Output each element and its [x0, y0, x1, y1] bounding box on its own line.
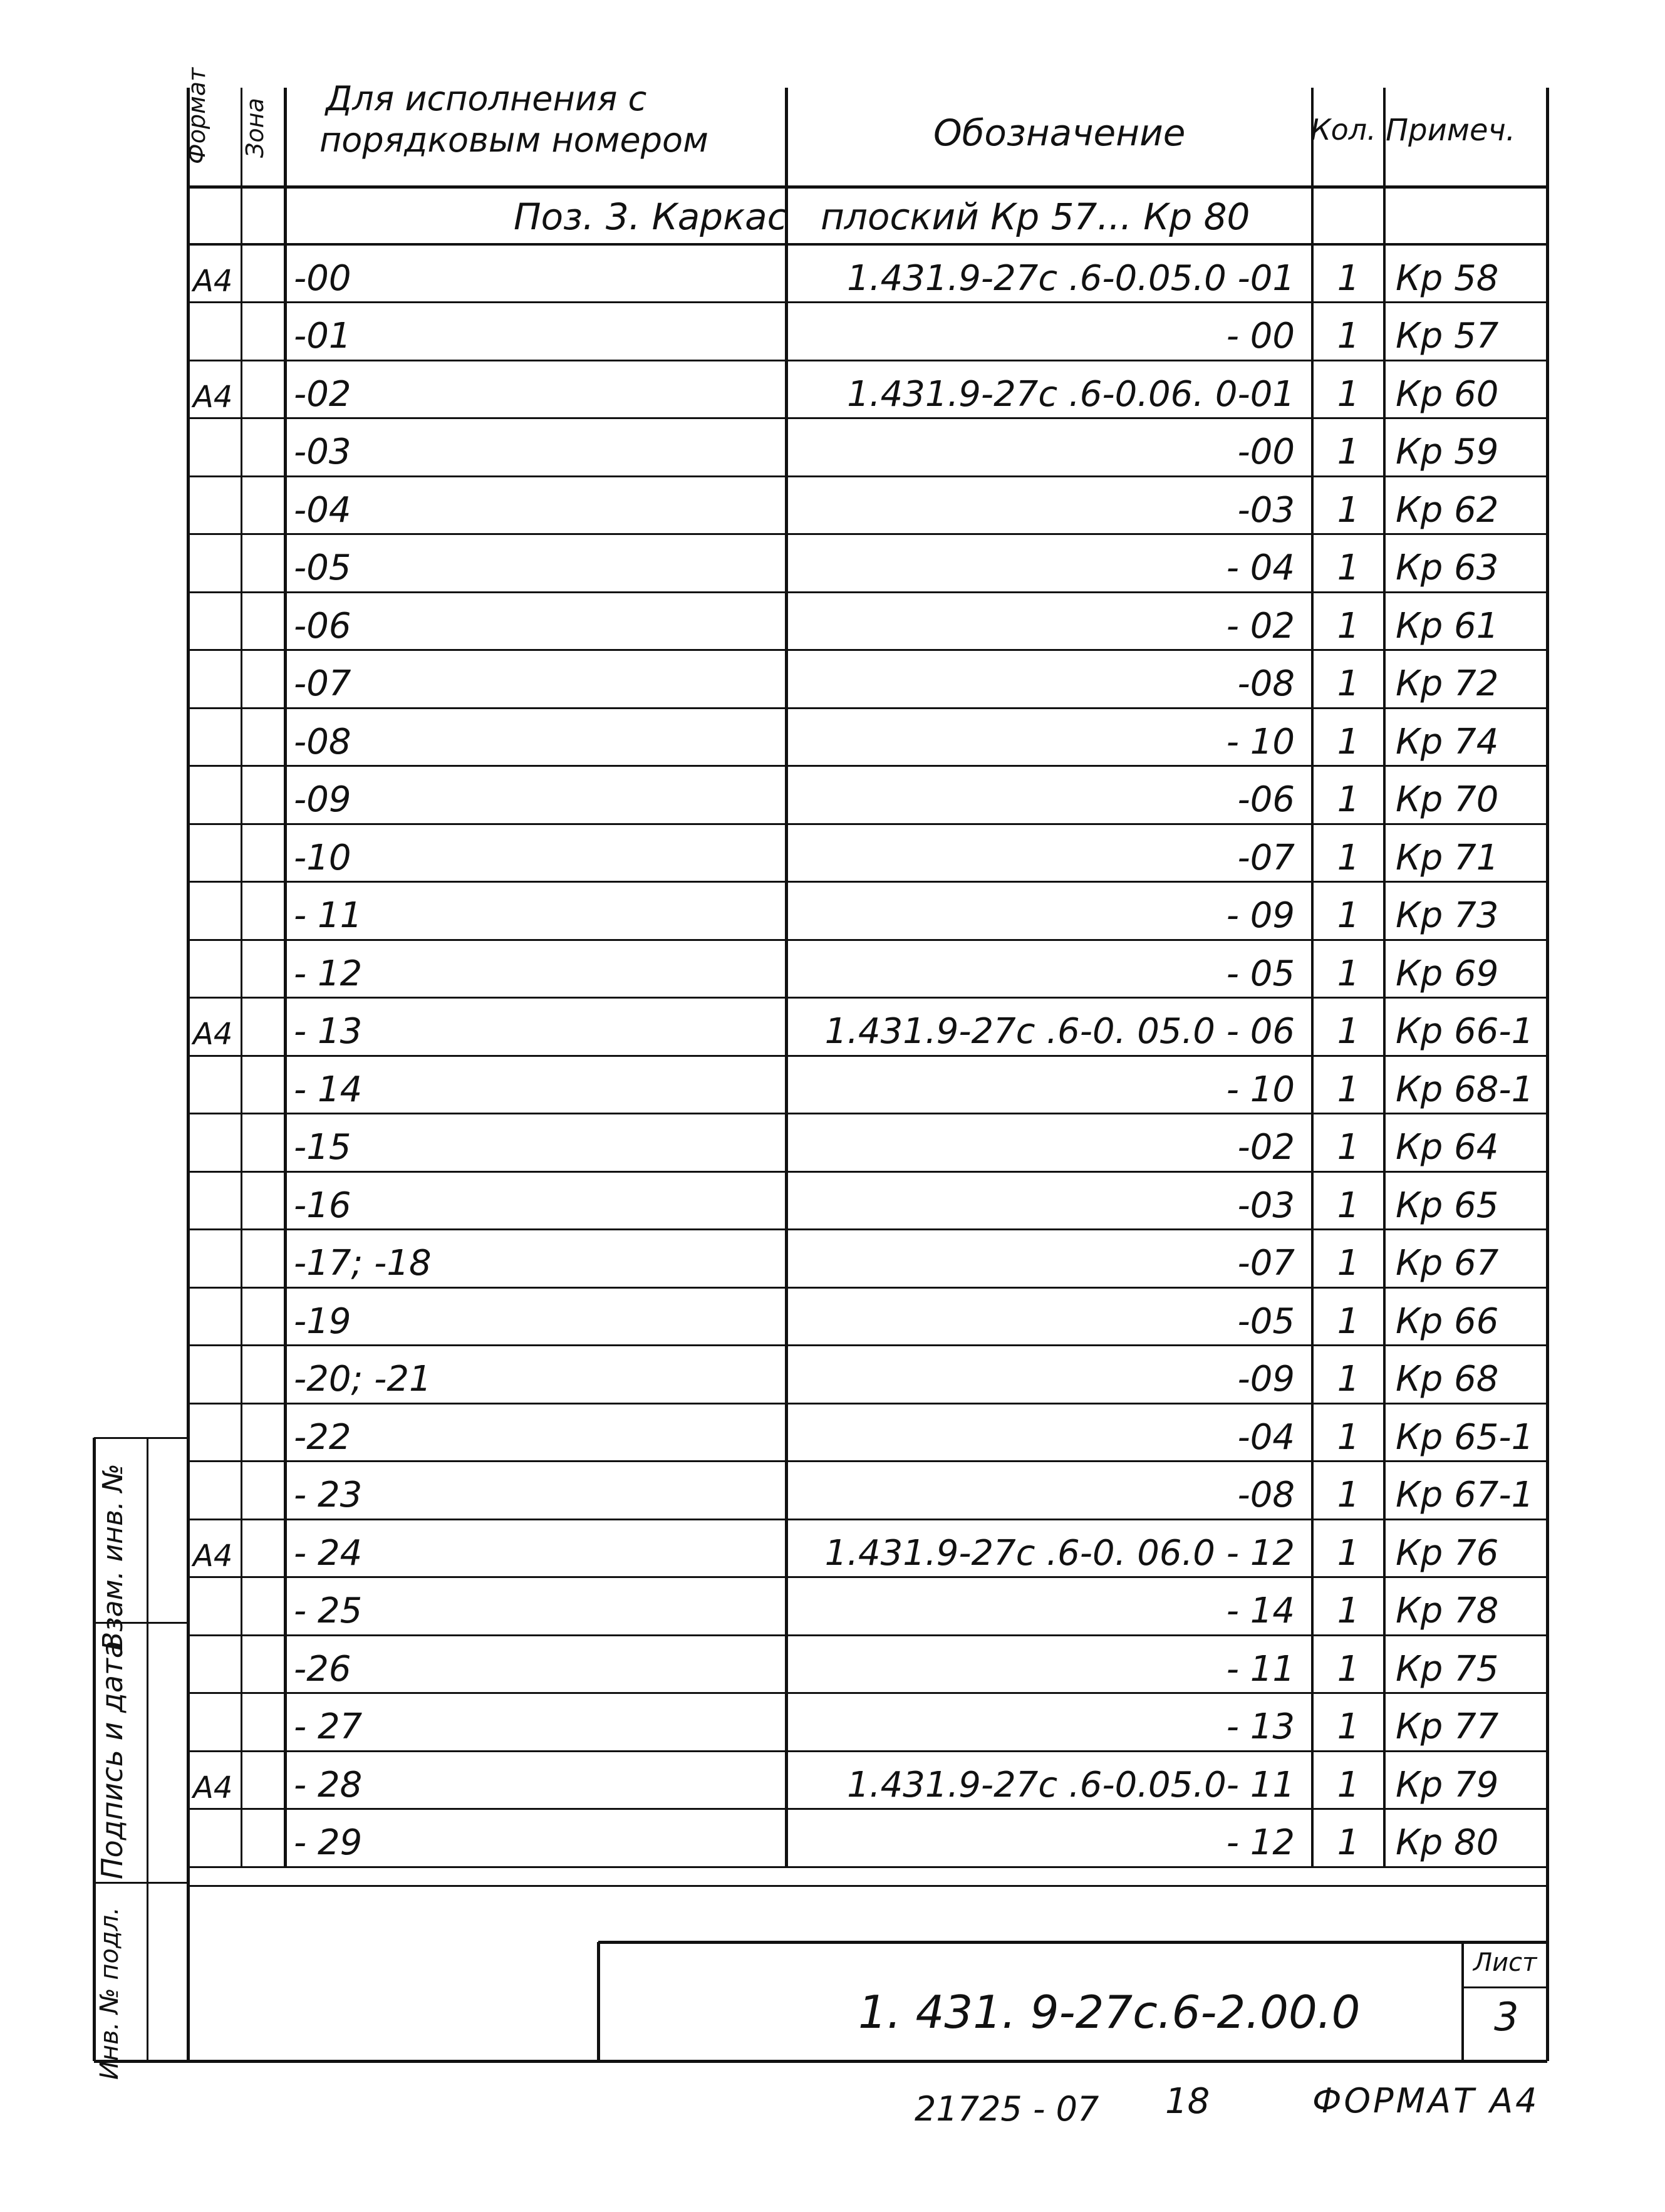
cell-note: Кр 76 — [1396, 1532, 1499, 1574]
cell-format — [188, 708, 241, 766]
cell-designation: - 00 — [1226, 316, 1295, 356]
cell-qty: 1 — [1337, 779, 1360, 820]
cell-qty: 1 — [1337, 1185, 1360, 1226]
cell-qty: 1 — [1337, 489, 1360, 531]
header-qty: Кол. — [1310, 113, 1376, 147]
cell-format — [188, 1635, 241, 1693]
cell-note: Кр 62 — [1396, 489, 1499, 531]
cell-qty: 1 — [1337, 1764, 1360, 1805]
cell-qty: 1 — [1337, 432, 1360, 472]
stamp-inv-no-orig: Инв. № подл. — [95, 1907, 124, 2080]
header-note: Примеч. — [1386, 113, 1516, 148]
cell-variant: -07 — [294, 663, 351, 704]
cell-note: Кр 79 — [1396, 1764, 1499, 1805]
cell-qty: 1 — [1337, 953, 1360, 994]
cell-designation: -06 — [1237, 779, 1295, 820]
cell-designation: -05 — [1237, 1301, 1295, 1342]
cell-variant: -00 — [294, 257, 351, 299]
cell-variant: - 13 — [294, 1011, 363, 1052]
cell-variant: -15 — [294, 1127, 351, 1168]
cell-format: А4 — [193, 263, 233, 299]
cell-qty: 1 — [1337, 1243, 1360, 1284]
cell-designation: -08 — [1237, 1475, 1295, 1515]
cell-qty: 1 — [1337, 1591, 1360, 1631]
cell-qty: 1 — [1337, 1011, 1360, 1052]
cell-qty: 1 — [1337, 837, 1360, 878]
cell-format — [188, 1056, 241, 1114]
cell-note: Кр 68 — [1396, 1359, 1499, 1399]
titleblock-sheet-divider — [1463, 1986, 1547, 1988]
doc-code: 1. 431. 9-27с.6-2.00.0 — [858, 1986, 1361, 2038]
footer-sheet-count: 18 — [1165, 2081, 1210, 2122]
cell-designation: -09 — [1237, 1359, 1295, 1399]
cell-format — [188, 1693, 241, 1752]
cell-format — [188, 1403, 241, 1462]
cell-variant: -09 — [294, 779, 351, 820]
cell-designation: 1.431.9-27с .6-0. 06.0 - 12 — [824, 1532, 1295, 1574]
cell-designation: -08 — [1237, 663, 1295, 704]
cell-format — [188, 592, 241, 650]
cell-designation: - 09 — [1226, 895, 1295, 936]
cell-format — [188, 766, 241, 824]
stamp-replace-inv: Взам. инв. № — [97, 1463, 129, 1651]
cell-qty: 1 — [1337, 895, 1360, 936]
cell-variant: - 25 — [294, 1591, 363, 1631]
stamp-divider-2 — [94, 1882, 188, 1884]
cell-designation: - 14 — [1226, 1591, 1295, 1631]
section-title-left: Поз. 3. Каркас — [514, 195, 787, 238]
cell-designation: - 12 — [1226, 1822, 1295, 1863]
cell-note: Кр 61 — [1396, 605, 1499, 646]
cell-format — [188, 476, 241, 534]
section-title-right: плоский Кр 57... Кр 80 — [821, 195, 1250, 238]
cell-variant: -19 — [294, 1301, 351, 1342]
cell-variant: -20; -21 — [294, 1359, 432, 1399]
header-variant-line1: Для исполнения с — [326, 79, 647, 118]
cell-format: А4 — [193, 379, 233, 415]
cell-format — [188, 1114, 241, 1172]
cell-variant: -03 — [294, 432, 351, 472]
sheet-number: 3 — [1494, 1994, 1519, 2040]
cell-qty: 1 — [1337, 1475, 1360, 1515]
cell-qty: 1 — [1337, 1822, 1360, 1863]
cell-format — [188, 1230, 241, 1288]
cell-format — [188, 1577, 241, 1636]
cell-variant: - 12 — [294, 953, 363, 994]
header-zone: Зона — [241, 98, 269, 158]
cell-qty: 1 — [1337, 1359, 1360, 1399]
cell-variant: - 11 — [294, 895, 363, 936]
cell-note: Кр 63 — [1396, 548, 1499, 588]
cell-variant: - 24 — [294, 1532, 363, 1574]
cell-qty: 1 — [1337, 1301, 1360, 1342]
cell-note: Кр 74 — [1396, 721, 1499, 762]
cell-designation: - 10 — [1226, 1069, 1295, 1110]
cell-variant: - 23 — [294, 1475, 363, 1515]
cell-qty: 1 — [1337, 1532, 1360, 1574]
cell-note: Кр 65 — [1396, 1185, 1499, 1226]
header-designation: Обозначение — [933, 112, 1186, 154]
cell-designation: -07 — [1237, 1243, 1295, 1284]
cell-designation: -03 — [1237, 489, 1295, 531]
cell-note: Кр 73 — [1396, 895, 1499, 936]
cell-format — [188, 940, 241, 998]
cell-format — [188, 1287, 241, 1346]
cell-note: Кр 66 — [1396, 1301, 1499, 1342]
cell-variant: -08 — [294, 721, 351, 762]
cell-format — [188, 650, 241, 709]
cell-qty: 1 — [1337, 1648, 1360, 1690]
cell-designation: - 02 — [1226, 605, 1295, 646]
cell-format — [188, 1809, 241, 1867]
cell-qty: 1 — [1337, 605, 1360, 646]
cell-note: Кр 80 — [1396, 1822, 1499, 1863]
cell-note: Кр 68-1 — [1396, 1069, 1534, 1110]
cell-designation: -00 — [1237, 432, 1295, 472]
cell-format — [188, 1346, 241, 1404]
cell-note: Кр 67-1 — [1396, 1475, 1534, 1515]
header-variant — [319, 78, 708, 161]
cell-variant: -02 — [294, 373, 351, 415]
cell-designation: -07 — [1237, 837, 1295, 878]
table-end-line — [188, 1885, 1547, 1887]
cell-variant: - 28 — [294, 1764, 363, 1805]
cell-variant: -17; -18 — [294, 1243, 432, 1284]
cell-note: Кр 70 — [1396, 779, 1499, 820]
cell-format: А4 — [193, 1017, 233, 1052]
cell-format: А4 — [193, 1538, 233, 1574]
cell-format — [188, 418, 241, 477]
cell-qty: 1 — [1337, 663, 1360, 704]
cell-variant: -05 — [294, 548, 351, 588]
cell-note: Кр 66-1 — [1396, 1011, 1534, 1052]
cell-variant: - 27 — [294, 1706, 363, 1747]
titleblock-left-line — [597, 1942, 600, 2061]
cell-designation: - 05 — [1226, 953, 1295, 994]
cell-variant: -26 — [294, 1648, 351, 1690]
cell-variant: -22 — [294, 1416, 351, 1458]
cell-format — [188, 303, 241, 361]
titleblock-top-line — [598, 1941, 1547, 1944]
cell-designation: - 10 — [1226, 721, 1295, 762]
cell-variant: -16 — [294, 1185, 351, 1226]
header-format: Формат — [183, 67, 210, 164]
cell-note: Кр 59 — [1396, 432, 1499, 472]
stamp-top-line — [94, 1437, 188, 1439]
titleblock-sheet-line — [1461, 1942, 1464, 2061]
cell-note: Кр 69 — [1396, 953, 1499, 994]
cell-variant: -04 — [294, 489, 351, 531]
cell-format: А4 — [193, 1770, 233, 1805]
cell-note: Кр 67 — [1396, 1243, 1499, 1284]
cell-variant: -01 — [294, 316, 351, 356]
cell-note: Кр 65-1 — [1396, 1416, 1534, 1458]
cell-designation: 1.431.9-27с .6-0. 05.0 - 06 — [824, 1011, 1295, 1052]
cell-qty: 1 — [1337, 316, 1360, 356]
cell-designation: 1.431.9-27с .6-0.06. 0-01 — [847, 373, 1295, 415]
header-variant-line2: порядковым номером — [319, 120, 708, 160]
cell-designation: -02 — [1237, 1127, 1295, 1168]
frame-bottom-line — [94, 2060, 1547, 2063]
cell-note: Кр 75 — [1396, 1648, 1499, 1690]
cell-note: Кр 58 — [1396, 257, 1499, 299]
cell-format — [188, 534, 241, 593]
cell-designation: -04 — [1237, 1416, 1295, 1458]
cell-format — [188, 824, 241, 882]
cell-qty: 1 — [1337, 257, 1360, 299]
cell-variant: - 14 — [294, 1069, 363, 1110]
footer-order-no: 21725 - 07 — [915, 2089, 1099, 2129]
stamp-sign-date: Подпись и дата — [95, 1640, 129, 1879]
cell-qty: 1 — [1337, 1706, 1360, 1747]
cell-designation: - 04 — [1226, 548, 1295, 588]
footer-format: ФОРМАТ А4 — [1312, 2081, 1540, 2121]
cell-note: Кр 64 — [1396, 1127, 1499, 1168]
cell-designation: 1.431.9-27с .6-0.05.0- 11 — [847, 1764, 1295, 1805]
cell-qty: 1 — [1337, 721, 1360, 762]
cell-qty: 1 — [1337, 548, 1360, 588]
cell-variant: -06 — [294, 605, 351, 646]
header-bottom-line — [188, 185, 1547, 189]
cell-qty: 1 — [1337, 1416, 1360, 1458]
cell-designation: -03 — [1237, 1185, 1295, 1226]
cell-designation: - 13 — [1226, 1706, 1295, 1747]
cell-format — [188, 1462, 241, 1520]
cell-qty: 1 — [1337, 373, 1360, 415]
cell-note: Кр 72 — [1396, 663, 1499, 704]
cell-qty: 1 — [1337, 1127, 1360, 1168]
cell-variant: -10 — [294, 837, 351, 878]
sheet-label: Лист — [1473, 1948, 1537, 1977]
cell-note: Кр 57 — [1396, 316, 1499, 356]
cell-note: Кр 78 — [1396, 1591, 1499, 1631]
cell-designation: - 11 — [1226, 1648, 1295, 1690]
cell-note: Кр 77 — [1396, 1706, 1499, 1747]
stamp-right-line — [147, 1438, 148, 2061]
cell-variant: - 29 — [294, 1822, 363, 1863]
cell-note: Кр 60 — [1396, 373, 1499, 415]
cell-note: Кр 71 — [1396, 837, 1499, 878]
cell-qty: 1 — [1337, 1069, 1360, 1110]
cell-format — [188, 882, 241, 940]
cell-designation: 1.431.9-27с .6-0.05.0 -01 — [847, 257, 1295, 299]
cell-format — [188, 1171, 241, 1230]
